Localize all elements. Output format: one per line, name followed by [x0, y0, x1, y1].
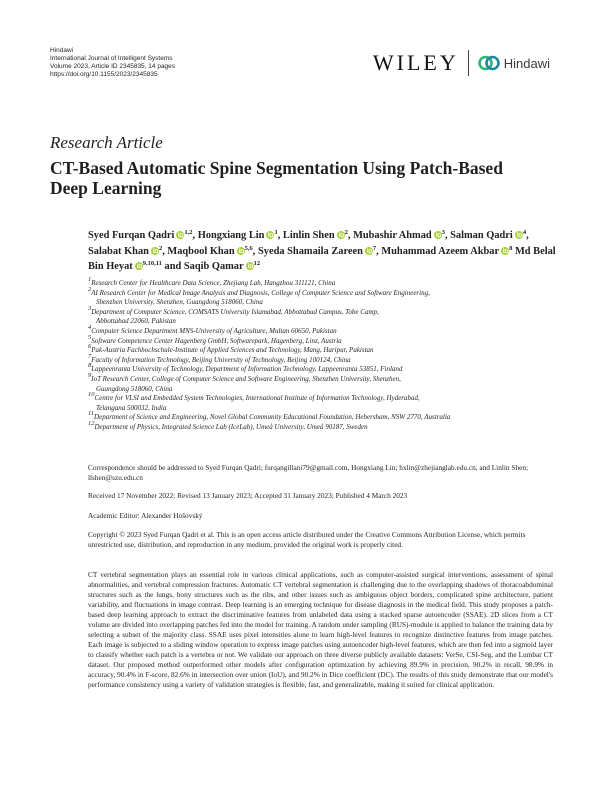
author-separator: ,: [192, 230, 198, 241]
hindawi-logo-icon: [478, 54, 500, 72]
orcid-icon[interactable]: [135, 262, 143, 270]
affiliation-number: 8: [88, 362, 92, 370]
affiliation-number: 4: [88, 323, 92, 331]
publication-dates: Received 17 November 2022; Revised 13 January 2023; Accepted 31 January 2023; Published 4 March 2023: [88, 491, 408, 500]
affiliation-text: Software Competence Center Hagenberg GmbH, Softwarepark, Hagenberg, Linz, Austria: [91, 336, 342, 345]
author-separator: ,: [277, 230, 283, 241]
hindawi-wordmark: Hindawi: [503, 55, 550, 71]
affiliation-text: Telangana 500032, India: [96, 403, 167, 412]
orcid-icon[interactable]: [434, 231, 442, 239]
author-affiliation-ref: 9,10,11: [142, 260, 162, 267]
author-name: Hongxiang Lin: [197, 230, 265, 241]
journal-volume: Volume 2023, Article ID 2345835, 14 pages: [50, 63, 176, 70]
author-separator: ,: [444, 230, 451, 241]
author-affiliation-ref: 7: [372, 244, 377, 252]
affiliation-text: AI Research Center for Medical Image Analysis and Diagnosis, College of Computer Science and Software Engineering,: [91, 288, 430, 297]
affiliation-number: 7: [88, 352, 92, 360]
affiliation-number: 11: [88, 410, 95, 418]
journal-info: [50, 47, 175, 79]
affiliation-text: Computer Science Department MNS-University of Agriculture, Multan 60650, Pakistan: [91, 326, 337, 335]
journal-publisher: Hindawi: [50, 47, 74, 54]
author-name: Salabat Khan: [88, 245, 149, 257]
paper-title: CT-Based Automatic Spine Segmentation Using Patch-Based Deep Learning: [50, 158, 503, 198]
affiliation-item: [88, 410, 558, 423]
author-name: Syed Furqan Qadri: [88, 230, 175, 241]
orcid-icon[interactable]: [151, 247, 159, 255]
orcid-icon[interactable]: [365, 247, 373, 255]
affiliation-number: 6: [88, 343, 92, 351]
author-name: Syeda Shamaila Zareen: [258, 245, 363, 257]
abstract: CT vertebral segmentation plays an essential role in various clinical applications, such as computer-assisted surgical interventions, assessment of spinal abnormalities, and vertebral compression fractures. Automatic CT vertebral segmentation is challenging due to the overlapping shadows of thoracoabdominal structures such as the lungs, bony structures such as the ribs, and other issues such as ambiguous object borders, complicated spine architecture, patient variability, and fluctuations in image contrast. Deep learning is an emerging technique for disease diagnosis in the medical field. This study proposes a patch-based deep learning approach to extract the discriminative features from unlabeled data using a stacked sparse autoencoder (SSAE). 2D slices from a CT volume are divided into overlapping patches fed into the model for training. A random under sampling (RUS)-module is applied to balance the training data by selecting a subset of the majority class. SSAE uses pixel intensities alone to learn high-level features to recognize distinctive features from image patches. Each image is subjected to a sliding window operation to express image patches using autoencoder high-level features, which are then fed into a sigmoid layer to classify whether each patch is a vertebra or not. We validate our approach on three diverse publicly available datasets: VerSe, CSI-Seg, and the Lumbar CT dataset. Our proposed method outperformed other models after configuration optimization by achieving 89.9% in precision, 90.2% in recall, 98.9% in accuracy, 90.4% in F-score, 82.6% in intersection over union (IoU), and 90.2% in Dice coefficient (DC). The results of this study demonstrate that our model's performance consistency using a variety of validation strategies is flexible, fast, and generalizable, making it suited for clinical application.: [88, 570, 553, 689]
affiliation-number: 9: [88, 371, 92, 379]
affiliation-item: [88, 304, 558, 327]
affiliation-item: [88, 285, 558, 308]
author-separator: ,: [376, 245, 382, 257]
affiliation-item: [88, 323, 558, 337]
author-name: Saqib Qamar: [183, 261, 244, 272]
author-separator: and: [161, 261, 184, 272]
affiliation-item: [88, 343, 558, 356]
author-separator: ,: [252, 245, 258, 257]
orcid-icon[interactable]: [515, 231, 523, 239]
author-affiliation-ref: 5,6: [244, 244, 253, 252]
affiliation-item: [88, 333, 558, 347]
orcid-icon[interactable]: [501, 247, 509, 255]
author-affiliation-ref: 3: [441, 229, 445, 236]
affiliation-number: 2: [88, 285, 92, 293]
affiliation-text: Abbottabad 22060, Pakistan: [96, 317, 176, 326]
affiliation-text: Department of Science and Engineering, Novel Global Community Educational Foundation, Hebersham, NSW 2770, Australia: [94, 413, 451, 422]
author-name: Linlin Shen: [282, 230, 335, 241]
author-separator: ,: [347, 230, 354, 241]
affiliation-text: Faculty of Information Technology, Beijing University of Technology, Beijing 100124, China: [91, 355, 351, 364]
author-affiliation-ref: 12: [253, 260, 261, 267]
wiley-logo: WILEY: [372, 50, 459, 75]
affiliation-item: [88, 276, 558, 289]
author-affiliation-ref: 2: [344, 229, 348, 236]
author-affiliation-ref: 1,2: [184, 229, 193, 236]
affiliation-item: [88, 352, 558, 366]
affiliation-number: 5: [88, 333, 92, 341]
author-separator: ,: [162, 245, 168, 257]
affiliation-text: Research Center for Healthcare Data Science, Zhejiang Lab, Hangzhou 311121, China: [91, 279, 336, 287]
brand-divider: [468, 50, 469, 76]
journal-name: International Journal of Intelligent Systems: [50, 55, 173, 62]
author-name: Salman Qadri: [450, 230, 513, 241]
affiliation-list: [88, 276, 558, 433]
affiliation-number: 1: [88, 276, 92, 283]
publisher-branding: [373, 48, 550, 78]
affiliation-item: [88, 419, 558, 433]
affiliation-text: Department of Physics, Integrated Science Lab (IceLab), Umeå University, Umeå 90187, Sweden: [94, 422, 368, 431]
journal-doi-link[interactable]: https://doi.org/10.1155/2023/2345835: [50, 71, 158, 78]
article-type: Research Article: [50, 133, 163, 152]
author-name: Muhammad Azeem Akbar: [381, 245, 500, 257]
affiliation-text: Pak-Austria Fachhochschule-Institute of Applied Sciences and Technology, Mang, Haripur, Pakistan: [91, 346, 374, 355]
author-list: [88, 228, 558, 275]
author-affiliation-ref: 1: [274, 229, 278, 236]
affiliation-item: [88, 371, 558, 394]
orcid-icon[interactable]: [337, 231, 345, 239]
affiliation-text: Guangdong 518060, China: [96, 384, 173, 393]
affiliation-text: IoT Research Center, College of Computer Science and Software Engineering, Shenzhen University, Shenzhen,: [91, 374, 401, 383]
orcid-icon[interactable]: [246, 262, 254, 270]
affiliation-text: Centre for VLSI and Embedded System Technologies, International Institute of Information Technology, Hyderabad,: [94, 394, 420, 403]
author-affiliation-ref: 2: [158, 244, 163, 252]
affiliation-number: 10: [88, 391, 95, 399]
author-affiliation-ref: 4: [522, 229, 527, 236]
author-name: Maqbool Khan: [167, 245, 235, 257]
affiliation-text: Lappeenranta University of Technology, Department of Information Technology, Lappeenranta 53851, Finland: [91, 365, 403, 374]
author-affiliation-ref: 8: [509, 244, 513, 252]
hindawi-logo: [478, 54, 550, 72]
academic-editor: Academic Editor: Alexander Hošovský: [88, 511, 203, 520]
author-name: Md Belal Bin Heyat: [88, 245, 556, 272]
affiliation-number: 12: [88, 419, 95, 427]
affiliation-item: [88, 391, 558, 413]
copyright-notice: Copyright © 2023 Syed Furqan Qadri et al. This is an open access article distributed under the Creative Commons Attribution License, which permits unrestricted use, distribution, and reproduction in any medium, provided the original work is properly cited.: [88, 530, 526, 549]
affiliation-text: Department of Computer Science, COMSATS University Islamabad, Abbottabad Campus, Tobe Camp,: [91, 307, 379, 316]
affiliation-number: 3: [88, 304, 92, 312]
author-name: Mubashir Ahmad: [353, 230, 432, 241]
orcid-icon[interactable]: [237, 247, 245, 255]
correspondence: Correspondence should be addressed to Syed Furqan Qadri; furqangillani79@gmail.com, Hongxiang Lin; hxlin@zhejianglab.edu.cn, and Linlin Shen; llshen@szu.edu.cn: [88, 463, 529, 482]
affiliation-text: Shenzhen University, Shenzhen, Guangdong 518060, China: [96, 298, 263, 307]
affiliation-item: [88, 362, 558, 375]
author-separator: ,: [526, 230, 529, 241]
